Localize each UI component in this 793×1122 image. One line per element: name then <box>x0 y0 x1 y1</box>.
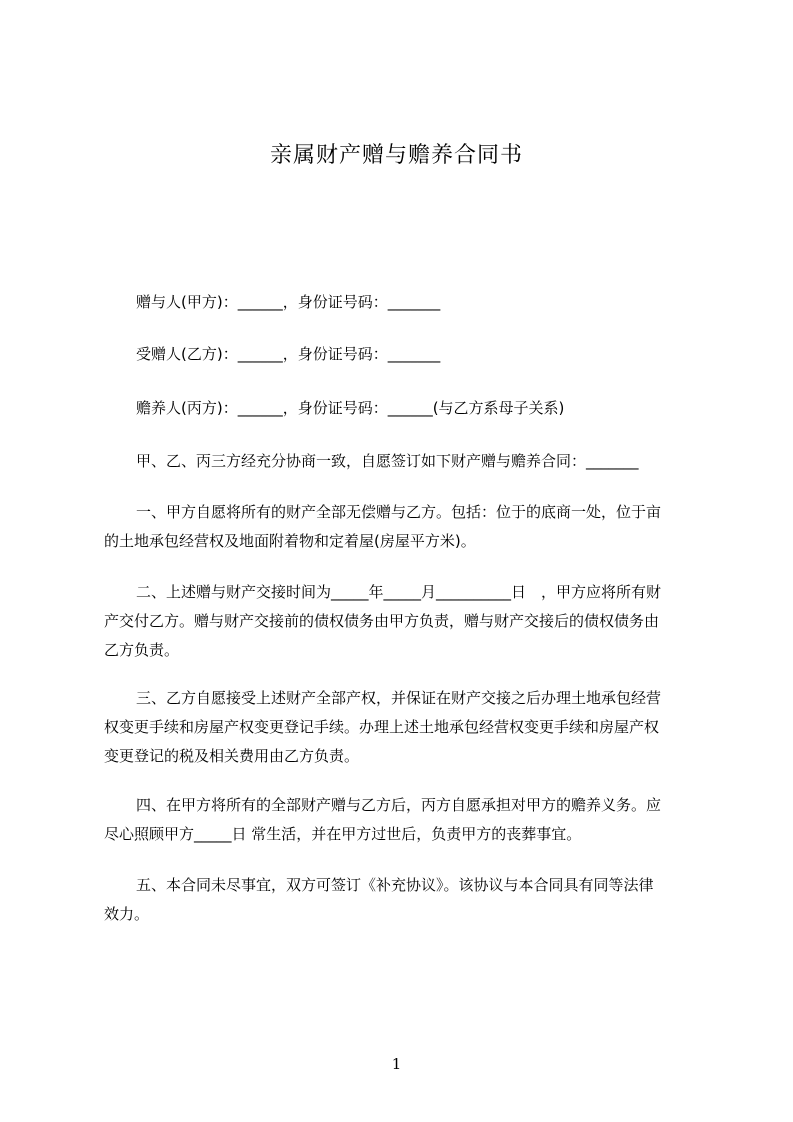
party-donor <box>136 288 734 317</box>
party-supporter <box>136 394 734 423</box>
clause-1-line-1: 一、甲方自愿将所有的财产全部无偿赠与乙方。包括：位于的底商一处，位于亩 <box>136 503 662 521</box>
page-number: 1 <box>391 1055 402 1073</box>
clause-5-line-1: 五、本合同未尽事宜，双方可签订《补充协议》。该协议与本合同具有同等法律 <box>136 876 654 894</box>
clause-2-line-2: 产交付乙方。赠与财产交接前的债权债务由甲方负责，赠与财产交接后的债权债务由 <box>104 612 660 630</box>
clause-4 <box>104 791 702 849</box>
clause-2-line-1: 二、上述赠与财产交接时间为_____年_____月__________日 ，甲方应将所有财 <box>136 583 662 601</box>
intro-paragraph <box>136 447 734 476</box>
clause-2 <box>104 578 702 665</box>
clause-2-line-3: 乙方负责。 <box>104 641 180 659</box>
party-donee-text: 受赠人(乙方)：______，身份证号码：_______ <box>136 345 441 363</box>
clause-5-line-2: 效力。 <box>104 905 150 923</box>
party-donor-text: 赠与人(甲方)：______，身份证号码：_______ <box>136 293 441 311</box>
party-supporter-text: 赡养人(丙方)：______，身份证号码：______(与乙方系母子关系) <box>136 399 565 417</box>
clause-5 <box>104 871 702 929</box>
clause-3-line-3: 变更登记的税及相关费用由乙方负责。 <box>104 747 360 765</box>
clause-1 <box>104 498 702 556</box>
clause-4-line-2: 尽心照顾甲方_____日 常生活，并在甲方过世后，负责甲方的丧葬事宜。 <box>104 825 582 843</box>
clause-3 <box>104 684 702 771</box>
intro-text: 甲、乙、丙三方经充分协商一致，自愿签订如下财产赠与赡养合同：_______ <box>136 452 639 470</box>
clause-1-line-2: 的土地承包经营权及地面附着物和定着屋(房屋平方米)。 <box>104 532 476 550</box>
clause-3-line-2: 权变更手续和房屋产权变更登记手续。办理上述土地承包经营权变更手续和房屋产权 <box>104 718 660 736</box>
party-donee <box>136 340 734 369</box>
clause-4-line-1: 四、在甲方将所有的全部财产赠与乙方后，丙方自愿承担对甲方的赡养义务。应 <box>136 796 662 814</box>
document-title: 亲属财产赠与赡养合同书 <box>269 143 523 168</box>
clause-3-line-1: 三、乙方自愿接受上述财产全部产权，并保证在财产交接之后办理土地承包经营 <box>136 689 662 707</box>
